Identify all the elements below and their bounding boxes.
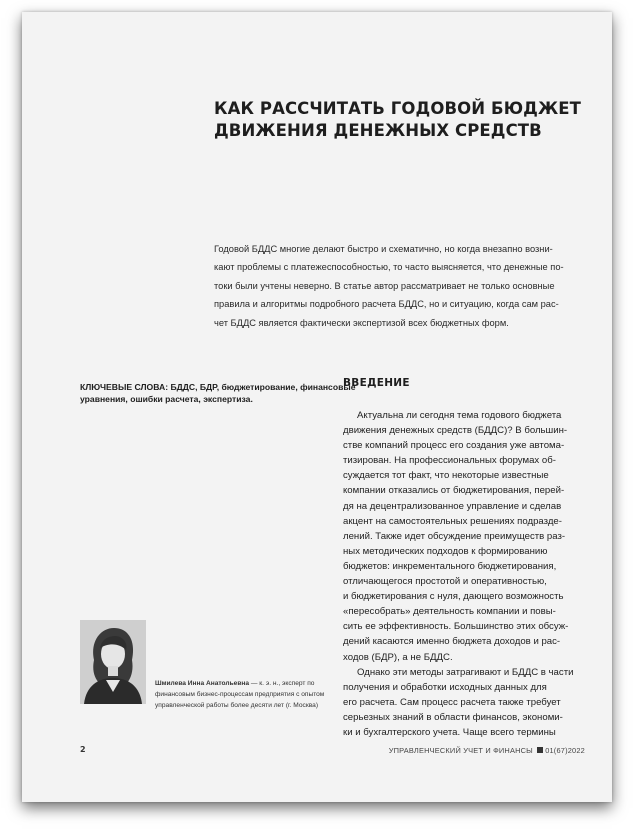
author-name: Шмилева Инна Анатольевна — [155, 680, 250, 687]
body-line: сить ее эффективность. Большинство этих обсуж- — [343, 621, 569, 633]
body-line: и бюджетирования с нуля, дающего возможность — [343, 591, 564, 603]
body-line: лений. Также идет обсуждение преимуществ раз- — [343, 530, 566, 542]
keywords-line: уравнения, ошибки расчета, экспертиза. — [80, 394, 253, 404]
article-lead — [214, 240, 586, 332]
paper-sheet-shadow — [22, 12, 612, 802]
lead-line: кают проблемы с платежеспособностью, то часто выясняется, что денежные по- — [214, 262, 564, 273]
author-portrait-icon — [80, 620, 146, 704]
body-line: отличающегося простотой и оперативностью, — [343, 576, 547, 588]
body-text — [343, 408, 605, 740]
body-line: суждается тот факт, что некоторые известные — [343, 470, 549, 482]
body-line: его расчета. Сам процесс расчета также требует — [343, 696, 561, 708]
body-line: ки и бухгалтерского учета. Чаще всего термины — [343, 726, 556, 738]
author-photo — [80, 620, 146, 704]
lead-line: чет БДДС является фактически экспертизой всех бюджетных форм. — [214, 317, 509, 328]
lead-line: Годовой БДДС многие делают быстро и схематично, но когда внезапно возни- — [214, 244, 553, 254]
body-line: движения денежных средств (БДДС)? В большин- — [343, 425, 568, 437]
body-line: «пересобрать» деятельность компании и повы- — [343, 606, 556, 618]
body-line: Актуальна ли сегодня тема годового бюджета — [357, 410, 562, 421]
body-line: Однако эти методы затрагивают и БДДС в части — [357, 666, 574, 678]
journal-issue: 01(67)2022 — [545, 746, 585, 755]
journal-footer — [389, 746, 585, 755]
body-line: ных методических подходов к формированию — [343, 545, 548, 557]
body-line: получения и обработки исходных данных для — [343, 681, 547, 693]
body-line: тизирован. На профессиональных форумах об- — [343, 455, 556, 467]
body-line: акцент на самостоятельных решениях подразде- — [343, 515, 562, 527]
page-number: 2 — [80, 745, 86, 754]
body-line: ходов (БДР), а не БДДС. — [343, 651, 453, 663]
keywords — [80, 381, 356, 405]
keywords-line: КЛЮЧЕВЫЕ СЛОВА: БДДС, БДР, бюджетирование, финансовые — [80, 382, 356, 392]
article-title-line: ДВИЖЕНИЯ ДЕНЕЖНЫХ СРЕДСТВ — [214, 121, 542, 140]
body-line: компании отказались от бюджетирования, перей- — [343, 485, 565, 497]
body-line: стве компаний процесс его создания уже автома- — [343, 440, 565, 452]
author-info-line: финансовым бизнес-процессам предприятия с опытом — [155, 691, 325, 698]
article-title — [214, 98, 584, 142]
body-line: дений касаются именно бюджета доходов и рас- — [343, 636, 561, 648]
body-line: дя на децентрализованное управление и сделав — [343, 500, 562, 512]
journal-name: УПРАВЛЕНЧЕСКИЙ УЧЕТ И ФИНАНСЫ — [388, 746, 533, 755]
body-line: бюджетов: инкрементального бюджетирования, — [343, 560, 557, 572]
article-title-line: КАК РАССЧИТАТЬ ГОДОВОЙ БЮДЖЕТ — [214, 99, 581, 118]
author-info-line: управленческой работы более десяти лет (г. Москва) — [155, 702, 319, 709]
body-line: серьезных знаний в области финансов, экономи- — [343, 711, 563, 723]
lead-line: токи были учтены неверно. В статье автор рассматривает не только основные — [214, 280, 555, 291]
author-info — [155, 678, 355, 711]
author-degree: — к. э. н., эксперт по — [249, 680, 315, 687]
paper-page — [22, 12, 612, 802]
square-separator-icon — [537, 747, 543, 753]
section-title: ВВЕДЕНИЕ — [343, 377, 410, 389]
lead-line: правила и алгоритмы подробного расчета БДДС, но и ситуацию, когда сам рас- — [214, 299, 559, 310]
